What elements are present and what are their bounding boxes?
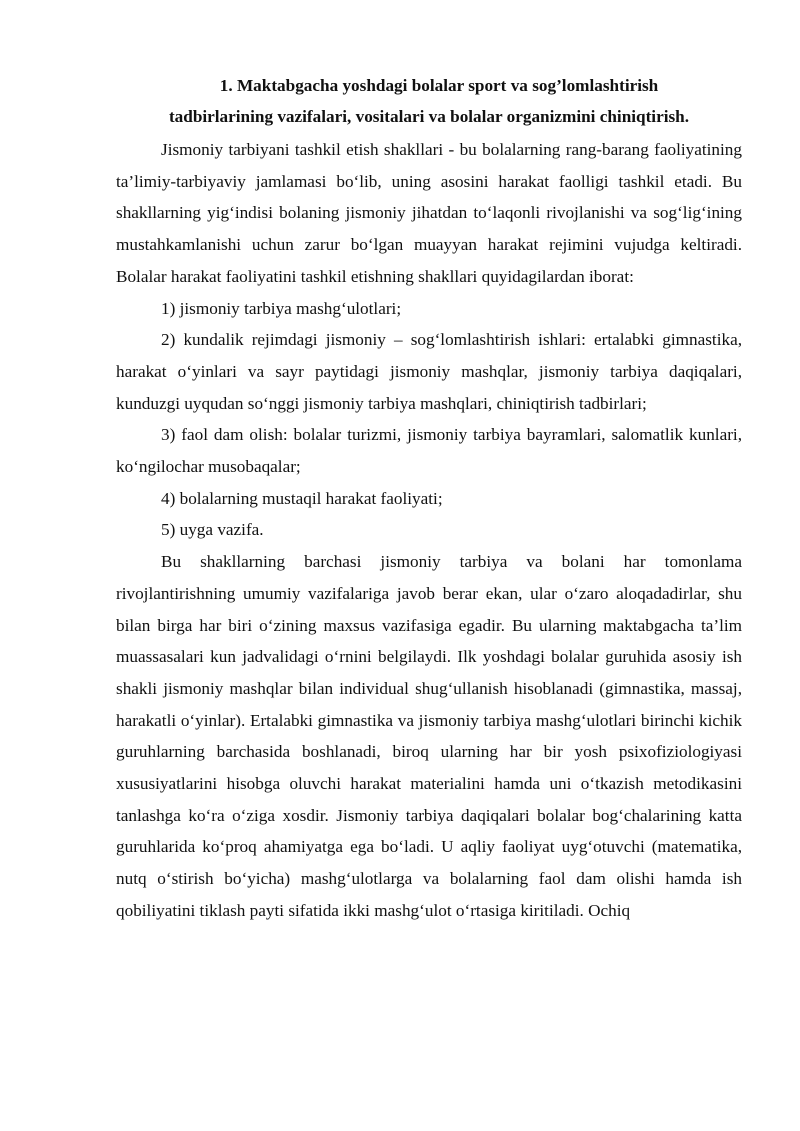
paragraph-main: Bu shakllarning barchasi jismoniy tarbiya va bolani har tomonlama rivojlantirishning umumiy vazifalariga javob berar ekan, ular o‘zaro aloqadadirlar, shu bilan birga har biri o‘zining maxsus vazifasiga egadir. Bu ularning maktabgacha ta’lim muassasalari kun jadvalidagi o‘rnini belgilaydi. Ilk yoshdagi bolalar guruhida asosiy ish shakli jismoniy mashqlar bilan individual shug‘ullanish hisoblanadi (gimnastika, massaj, harakatli o‘yinlar). Ertalabki gimnastika va jismoniy tarbiya mashg‘ulotlari birinchi kichik guruhlarning barchasida boshlanadi, biroq ularning har bir yosh psixofiziologiyasi xususiyatlarini hisobga oluvchi harakat materialini hamda uni o‘tkazish metodikasini tanlashga ko‘ra o‘ziga xosdir. Jismoniy tarbiya daqiqalari bolalar bog‘chalarining katta guruhlarida ko‘proq ahamiyatga ega bo‘ladi. U aqliy faoliyat uyg‘otuvchi (matematika, nutq o‘stirish bo‘yicha) mashg‘ulotlarga va bolalarning faol dam olishi hamda ish qobiliyatini tiklash payti sifatida ikki mashg‘ulot o‘rtasiga kiritiladi. Ochiq	[116, 552, 742, 920]
list-item-4: 4) bolalarning mustaqil harakat faoliyati;	[161, 488, 443, 508]
paragraph-intro: Jismoniy tarbiyani tashkil etish shakllari - bu bolalarning rang-barang faoliyatining ta’limiy-tarbiyaviy jamlamasi bo‘lib, uning asosini harakat faolligi tashkil etadi. Bu shakllarning yig‘indisi bolaning jismoniy jihatdan to‘laqonli rivojlanishi va sog‘lig‘ining mustahkamlanishi uchun zarur bo‘lgan muayyan harakat rejimini vujudga keltiradi. Bolalar harakat faoliyatini tashkil etishning shakllari quyidagilardan iborat:	[116, 140, 742, 286]
section-heading-line-1: 1. Maktabgacha yoshdagi bolalar sport va sog’lomlashtirish	[219, 76, 659, 95]
list-item-2: 2) kundalik rejimdagi jismoniy – sog‘lomlashtirish ishlari: ertalabki gimnastika, harakat o‘yinlari va sayr paytidagi jismoniy mashqlar, jismoniy tarbiya daqiqalari, kunduzgi uyqudan so‘nggi jismoniy tarbiya mashqlari, chiniqtirish tadbirlari;	[116, 330, 742, 413]
document-body	[116, 70, 742, 927]
list-item-1: 1) jismoniy tarbiya mashg‘ulotlari;	[161, 298, 402, 318]
section-heading-line-2: tadbirlarining vazifalari, vositalari va bolalar organizmini chiniqtirish.	[168, 107, 690, 126]
list-item-3: 3) faol dam olish: bolalar turizmi, jismoniy tarbiya bayramlari, salomatlik kunlari, ko‘ngilochar musobaqalar;	[116, 425, 742, 477]
list-item-5: 5) uyga vazifa.	[161, 520, 264, 540]
section-heading	[116, 70, 742, 132]
